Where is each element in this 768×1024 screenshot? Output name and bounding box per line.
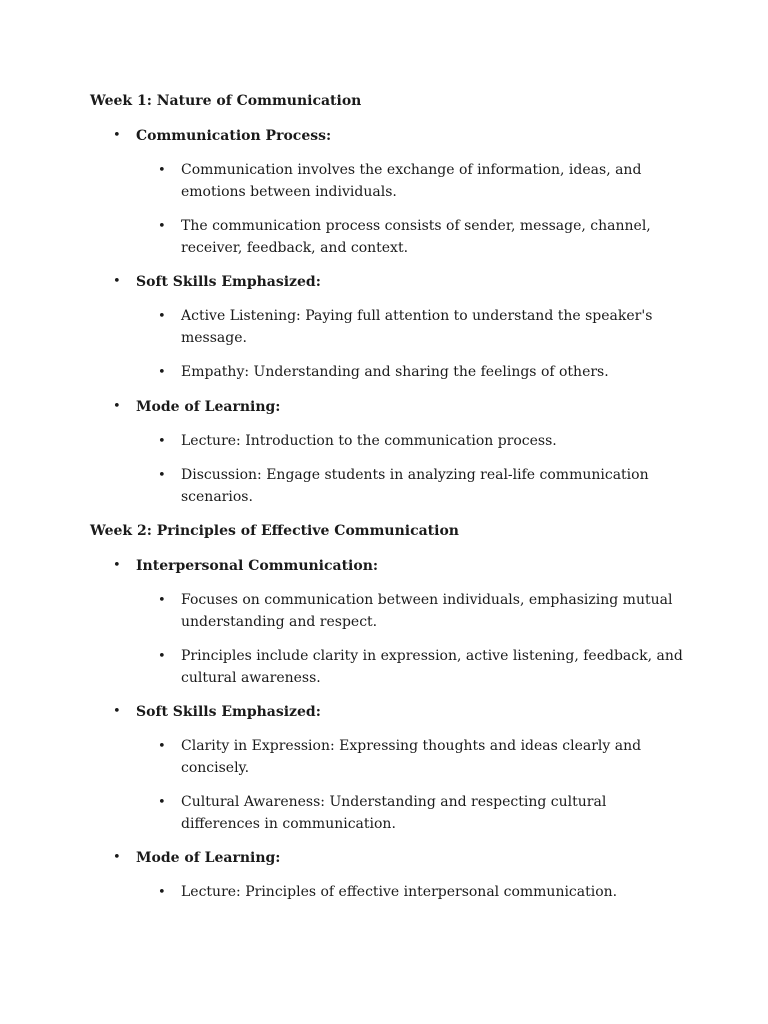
bullet-icon: •: [113, 274, 121, 289]
bullet-icon: •: [158, 163, 166, 178]
bullet-icon: •: [158, 309, 166, 324]
bullet-icon: •: [113, 558, 121, 573]
bullet-icon: •: [158, 468, 166, 483]
list-item: Clarity in Expression: Expressing thoughts and ideas clearly and concisely.: [181, 738, 642, 776]
bullet-icon: •: [158, 885, 166, 900]
bullet-icon: •: [113, 399, 121, 414]
week-1-title: Week 1: Nature of Communication: [90, 93, 362, 109]
bullet-icon: •: [158, 593, 166, 608]
bullet-icon: •: [158, 434, 166, 449]
list-item: Lecture: Principles of effective interpersonal communication.: [181, 884, 618, 900]
bullet-icon: •: [158, 795, 166, 810]
bullet-icon: •: [113, 128, 121, 143]
list-item: Lecture: Introduction to the communication process.: [181, 433, 557, 449]
section-heading-mode-of-learning: Mode of Learning:: [136, 399, 281, 415]
list-item: Focuses on communication between individuals, emphasizing mutual understanding and respect.: [181, 592, 673, 630]
list-item: Communication involves the exchange of information, ideas, and emotions between individuals.: [181, 162, 642, 200]
section-heading-mode-of-learning: Mode of Learning:: [136, 850, 281, 866]
bullet-icon: •: [158, 649, 166, 664]
list-item: Principles include clarity in expression, active listening, feedback, and cultural awareness.: [181, 648, 683, 686]
list-item: Empathy: Understanding and sharing the feelings of others.: [181, 364, 609, 380]
section-heading-soft-skills: Soft Skills Emphasized:: [136, 704, 321, 720]
bullet-icon: •: [113, 850, 121, 865]
list-item: The communication process consists of sender, message, channel, receiver, feedback, and context.: [181, 218, 651, 256]
section-heading-interpersonal-communication: Interpersonal Communication:: [136, 558, 379, 574]
bullet-icon: •: [158, 739, 166, 754]
section-heading-soft-skills: Soft Skills Emphasized:: [136, 274, 321, 290]
bullet-icon: •: [158, 365, 166, 380]
list-item: Active Listening: Paying full attention to understand the speaker's message.: [181, 308, 653, 346]
section-heading-communication-process: Communication Process:: [136, 128, 332, 144]
week-2-title: Week 2: Principles of Effective Communication: [90, 523, 459, 539]
bullet-icon: •: [158, 219, 166, 234]
bullet-icon: •: [113, 704, 121, 719]
list-item: Discussion: Engage students in analyzing real-life communication scenarios.: [181, 467, 649, 505]
list-item: Cultural Awareness: Understanding and respecting cultural differences in communication.: [181, 794, 607, 832]
